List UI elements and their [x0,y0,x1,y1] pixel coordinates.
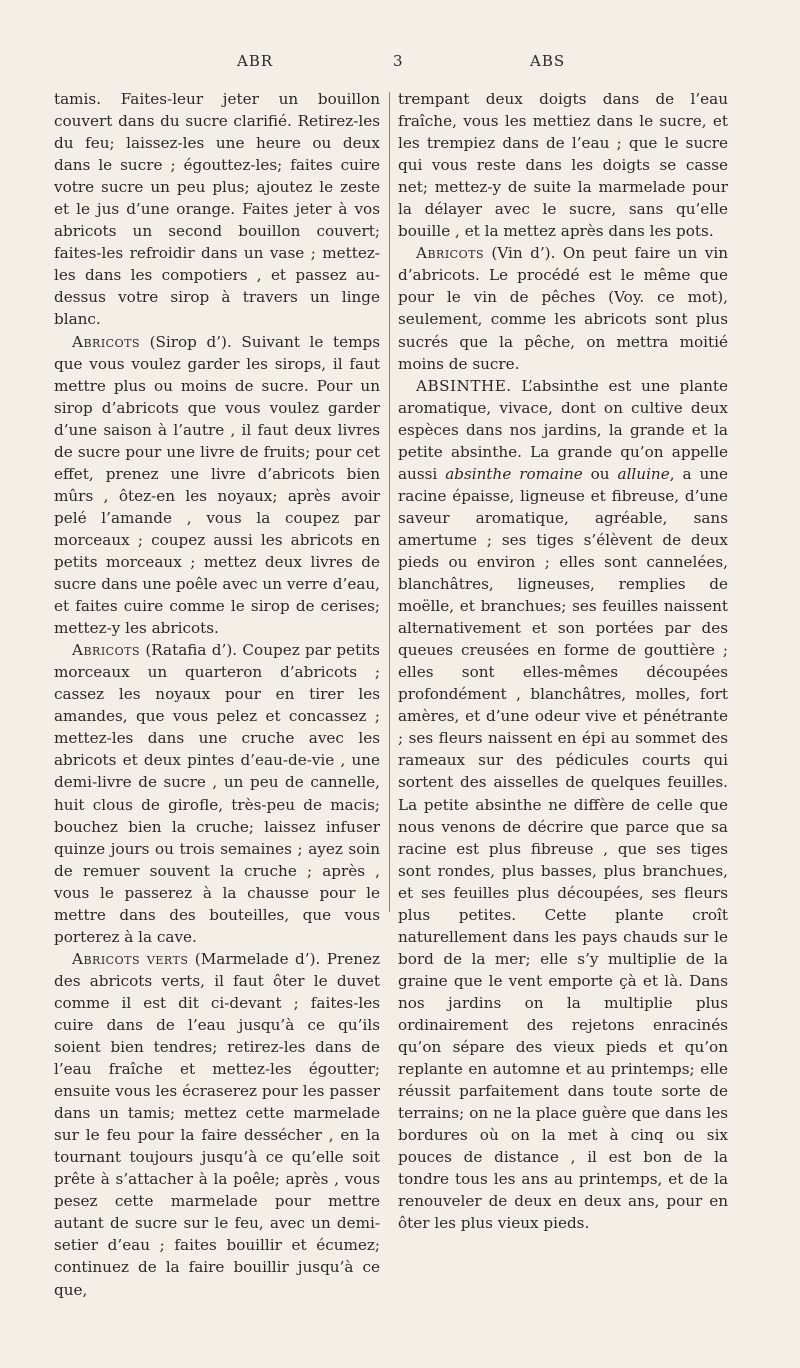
entry-sirop-abricots [54,331,380,640]
continuation-paragraph: tamis. Faites-leur jeter un bouillon couvert dans du sucre clarifié. Retirez-les du feu; laissez-les une heure ou deux dans le sucre ; égouttez-les; faites cuire votre sucre un peu plus; ajoutez le zeste et le jus d’une orange. Faites jeter à vos abricots un second bouillon couvert; faites-les refroidir dans un vase ; mettez-les dans les compotiers , et passez au-dessus votre sirop à travers un linge blanc. [54,90,380,329]
entry-italic-term: alluine [617,464,670,483]
entry-head: Abricots [72,641,140,660]
entry-head-rest: (Ratafia d’). [140,641,238,660]
entry-head-rest: (Sirop d’). [140,332,232,351]
right-column [398,88,728,1234]
entry-ratafia-abricots [54,639,380,948]
entry-absinthe [398,375,728,1235]
page-number: 3 [393,52,404,70]
entry-text: Suivant le temps que vous voulez garder les sirops, il faut mettre plus ou moins de sucre. Pour un sirop d’abricots que vous voulez garder d’une saison à l’autre , il faut deux livres de sucre pour une livre de fruits; pour cet effet, prenez une livre d’abricots bien mûrs , ôtez-en les noyaux; après avoir pelé l’amande , vous la coupez par morceaux ; coupez aussi les abricots en petits morceaux ; mettez deux livres de sucre dans une poêle avec un verre d’eau, et faites cuire comme le sirop de cerises; mettez-y les abricots. [54,332,380,638]
entry-text: , a une racine épaisse, ligneuse et fibreuse, d’une saveur aromatique, agréable, sans amertume ; ses tiges s’élèvent de deux pieds ou environ ; elles sont cannelées, blanchâtres, ligneuses, remplies de moëlle, et branchues; ses feuilles naissent alternativement et son portées par des queues creusées en forme de gouttière ; elles sont elles-mêmes découpées profondément , blanchâtres, molles, fort amères, et d’une odeur vive et pénétrante ; ses fleurs naissent en épi au sommet des rameaux sur des pédicules courts qui sortent des aisselles de quelques feuilles. La petite absinthe ne diffère de celle que nous venons de décrire que parce que sa racine est plus fibreuse , que ses tiges sont rondes, plus basses, plus branchues, et ses feuilles plus découpées, ses fleurs plus petites. Cette plante croît naturellement dans les pays chauds sur le bord de la mer; elle s’y multiplie de la graine que le vent emporte çà et là. Dans nos jardins on la multiplie plus ordinairement des rejetons enracinés qu’on sépare des vieux pieds et qu’on replante en automne et au printemps; elle réussit parfaitement dans toute sorte de terrains; on ne la place guère que dans les bordures où on la met à cinq ou six pouces de distance , il est bon de la tondre tous les ans au printemps, et de la renouveler de deux en deux ans, pour en ôter les plus vieux pieds. [398,464,728,1233]
entry-head: Abricots verts [72,949,189,968]
continuation-paragraph: trempant deux doigts dans de l’eau fraîche, vous les mettiez dans le sucre, et les trempiez dans de l’eau ; que le sucre qui vous reste dans les doigts se casse net; mettez-y de suite la marmelade pour la délayer avec le sucre, sans qu’elle bouille , et la mettez après dans les pots. [398,90,728,241]
running-head [0,52,800,76]
entry-head: ABSINTHE. [416,376,512,395]
running-head-right: ABS [530,52,566,70]
entry-italic-term: absinthe romaine [445,464,583,483]
entry-head-rest: (Marmelade d’). [188,949,321,968]
entry-text: L’absinthe est une plante aromatique, vivace, dont on cultive deux espèces dans nos jardins, la grande et la petite absinthe. La grande qu’on appelle aussi [398,376,728,483]
entry-head: Abricots [416,244,484,263]
entry-head: Abricots [72,332,140,351]
column-divider [389,92,390,912]
entry-marmelade-abricots-verts [54,948,380,1301]
entry-text: ou [582,464,618,483]
entry-text: Prenez des abricots verts, il faut ôter le duvet comme il est dit ci-devant ; faites-les cuire dans de l’eau jusqu’à ce qu’ils soient bien tendres; retirez-les dans de l’eau fraîche et mettez-les égoutter; ensuite vous les écraserez pour les passer dans un tamis; mettez cette marmelade sur le feu pour la faire dessécher , en la tournant toujours jusqu’à ce qu’elle soit prête à s’attacher à la poêle; après , vous pesez cette marmelade pour mettre autant de sucre sur le feu, avec un demi-setier d’eau ; faites bouillir et écumez; continuez de la faire bouillir jusqu’à ce que, [54,949,380,1299]
entry-text: Coupez par petits morceaux un quarteron d’abricots ; cassez les noyaux pour en tirer les amandes, que vous pelez et concassez ; mettez-les dans une cruche avec les abricots et deux pintes d’eau-de-vie , une demi-livre de sucre , un peu de cannelle, huit clous de girofle, très-peu de macis; bouchez bien la cruche; laissez infuser quinze jours ou trois semaines ; ayez soin de remuer souvent la cruche ; après , vous le passerez à la chausse pour le mettre dans des bouteilles, que vous porterez à la cave. [54,641,380,946]
left-column [54,88,380,1301]
entry-text: (Vin d’). On peut faire un vin d’abricots. Le procédé est le même que pour le vin de pêches (Voy. ce mot), seulement, comme les abricots sont plus sucrés que la pêche, on mettra moitié moins de sucre. [398,244,728,373]
running-head-left: ABR [237,52,274,70]
entry-vin-abricots [398,242,728,374]
